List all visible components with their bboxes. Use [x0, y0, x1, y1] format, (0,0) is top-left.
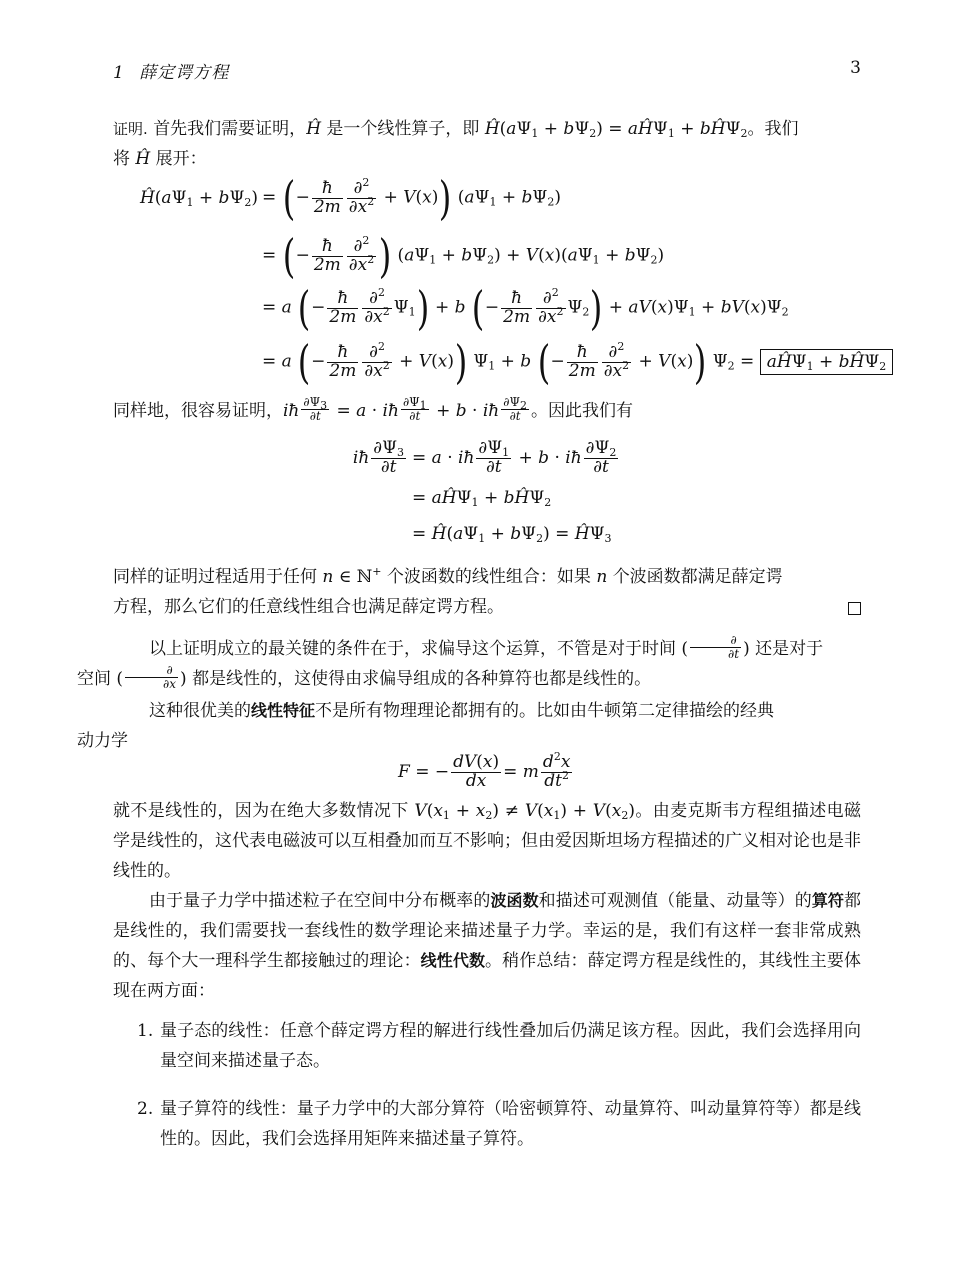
equation-row: = a (− $\frac{ħ}{2m}$ $\frac{\partial^2}{\partial x^2}$ + V(x)) $\Psi_1 + b$ (− $\frac{ħ}{2m}$ $\frac{\partial^2}{\partial x^2}$ + V(x)) $\Psi_2$ = aĤΨ$_1$ + bĤΨ$_2$ — [262, 338, 893, 386]
equation-row: = a (− $\frac{ħ}{2m}$ $\frac{\partial^2}{\partial x^2}$ $\Psi_1) + b$ (− $\frac{ħ}{2m}$ $\frac{\partial^2}{\partial x^2}$ $\Psi_2) + aV(x)\Psi_1 + bV(x)\Psi_2$ — [262, 281, 789, 335]
list-item: 2. 量子算符的线性：量子力学中的大部分算符（哈密顿算符、动量算符、叫动量算符等）都是线性的。因此，我们会选择用矩阵来描述量子算符。 — [137, 1099, 861, 1149]
equation-row: = $Ĥ(a\Psi_1 + b\Psi_2)$ = $Ĥ\Psi_3$ — [412, 524, 612, 545]
proof-intro: 证明. 首先我们需要证明，Ĥ 是一个线性算子，即 $Ĥ(a\Psi_1 + b\Psi_2)$ = aĤΨ$_1$ + bĤΨ$_2$。我们 将 Ĥ 展开： — [113, 119, 799, 169]
nonlinear-paragraph: 就不是线性的，因为在绝大多数情况下 $V(x_1 + x_2) \ne V(x_1) + V(x_2)$。由麦克斯韦方程组描述电磁学是线性的，这代表电磁波可以互相叠加而互不影响；但由爱因斯坦场方程描述的广义相对论也是非线性的。 — [113, 801, 862, 881]
key-condition-paragraph: 以上证明成立的最关键的条件在于，求偏导这个运算，不管是对于时间 ( $\frac{\partial}{\partial t}$ ) 还是对于 空间 ( $\frac{\partial}{\partial x}$ ) 都是线性的，这使得由求偏导组成的各种算符也都是线性的。 — [77, 633, 824, 691]
summary-list — [113, 1016, 861, 1154]
equation-row: = (− $\frac{ħ}{2m}$ $\frac{\partial^2}{\partial x^2}$ ) $(a\Psi_1 + b\Psi_2) + V(x)(a\Psi_1 + b\Psi_2)$ — [262, 229, 665, 283]
equation-row: $Ĥ(a\Psi_1 + b\Psi_2)$ = (− $\frac{ħ}{2m}$ $\frac{\partial^2}{\partial x^2}$ + V(x)) $(a\Psi_1 + b\Psi_2)$ — [139, 171, 561, 225]
page-number: 3 — [850, 58, 861, 78]
linearity-feature-paragraph: 这种很优美的线性特征不是所有物理理论都拥有的。比如由牛顿第二定律描绘的经典 动力学 — [77, 701, 775, 751]
quantum-linearity-paragraph: 由于量子力学中描述粒子在空间中分布概率的波函数和描述可观测值（能量、动量等）的算符都是线性的，我们需要找一套线性的数学理论来描述量子力学。幸运的是，我们有这样一套非常成熟的、每个大一理科学生都接触过的理论：线性代数。稍作总结：薛定谔方程是线性的，其线性主要体现在两方面： — [113, 891, 861, 1001]
equation-row: iħ $\frac{\partial\Psi_3}{\partial t}$ = a · iħ $\frac{\partial\Psi_1}{\partial t}$ + b · iħ $\frac{\partial\Psi_2}{\partial t}$ — [352, 437, 617, 477]
page-header — [113, 58, 861, 82]
qed-square — [848, 602, 861, 615]
chapter-title: 薛定谔方程 — [139, 63, 230, 83]
similarly-line: 同样地，很容易证明，iħ $\frac{\partial\Psi_3}{\partial t}$ = a · iħ $\frac{\partial\Psi_1}{\partial t}$ + b · iħ $\frac{\partial\Psi_2}{\partial t}$ 。因此我们有 — [113, 395, 633, 423]
list-item: 1. 量子态的线性：任意个薛定谔方程的解进行线性叠加后仍满足该方程。因此，我们会选择用向量空间来描述量子态。 — [137, 1021, 861, 1071]
generalization-paragraph: 同样的证明过程适用于任何 n ∈ ℕ+ 个波函数的线性组合：如果 n 个波函数都满足薛定谔 方程，那么它们的任意线性组合也满足薛定谔方程。 — [113, 562, 861, 622]
chapter-number: 1 — [113, 63, 124, 83]
boxed-result: aĤΨ$_1$ + bĤΨ$_2$ — [760, 349, 894, 375]
equation-row: = aĤΨ$_1$ + bĤΨ$_2$ — [412, 488, 552, 509]
proof-label: 证明. — [113, 120, 148, 138]
equation-newton: F = − $\frac{dV(x)}{dx}$ = m $\frac{d^2x}{dt^2}$ — [398, 749, 571, 791]
